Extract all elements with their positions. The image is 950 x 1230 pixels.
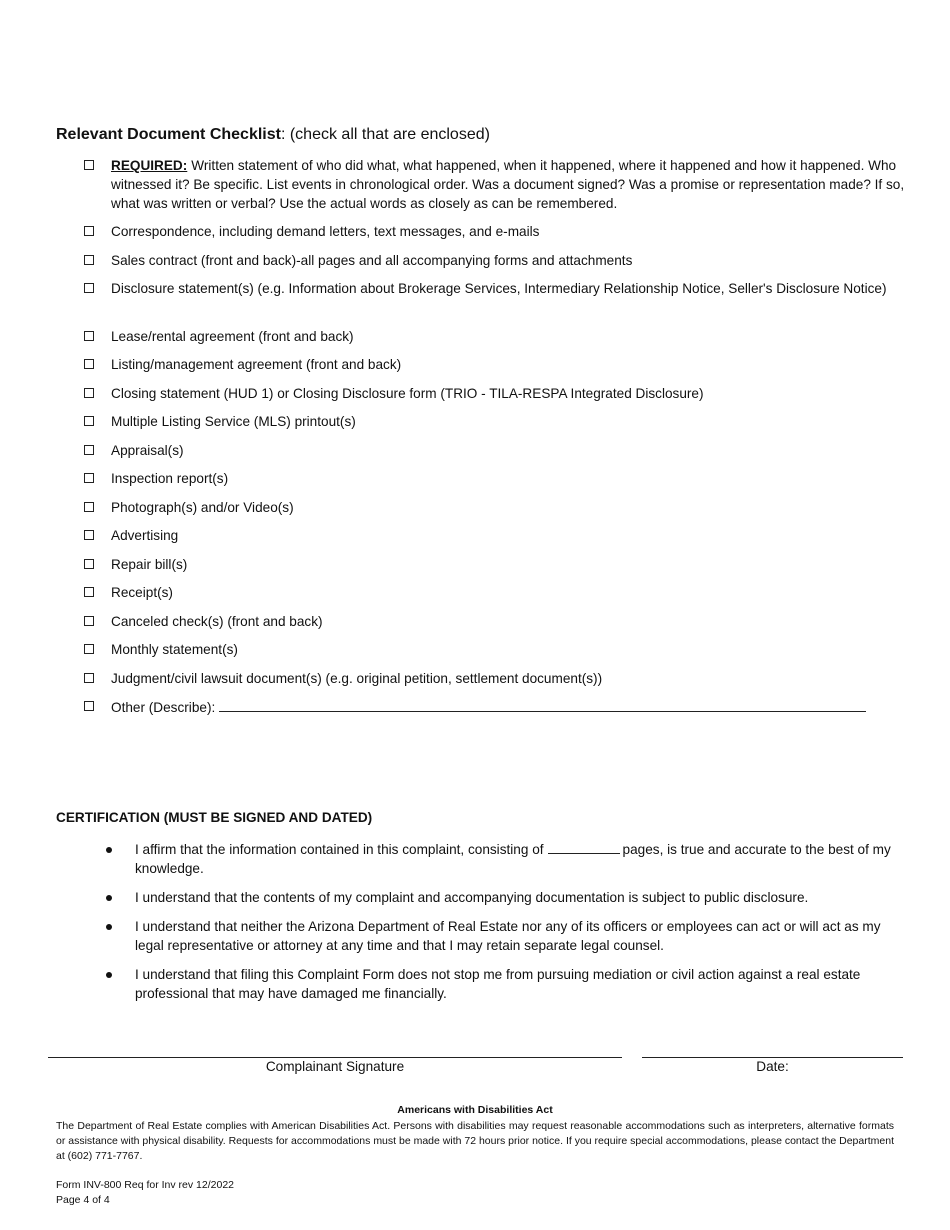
checklist-item-label: Photograph(s) and/or Video(s) [111, 500, 294, 515]
checklist-item-inspection [84, 469, 910, 488]
page-count-field[interactable] [548, 841, 620, 854]
checklist-item-label: Sales contract (front and back)-all pages and all accompanying forms and attachments [111, 253, 633, 268]
certification-bullet: I understand that filing this Complaint Form does not stop me from pursuing mediation or civil action against a real estate professional that may have damaged me financially. [106, 965, 910, 1003]
checklist-item-sales-contract [84, 251, 910, 270]
checklist-item-label: Other (Describe): [111, 700, 216, 715]
checkbox[interactable] [84, 587, 94, 597]
checkbox[interactable] [84, 701, 94, 711]
checklist-item-label: Receipt(s) [111, 585, 173, 600]
date-label: Date: [756, 1059, 789, 1074]
signature-label: Complainant Signature [265, 1059, 405, 1074]
checklist-item-label: Closing statement (HUD 1) or Closing Disclosure form (TRIO - TILA-RESPA Integrated Disclosure) [111, 386, 704, 401]
required-label: REQUIRED: [111, 158, 188, 173]
checkbox[interactable] [84, 331, 94, 341]
certification-heading: CERTIFICATION (MUST BE SIGNED AND DATED) [56, 810, 373, 825]
checklist-item-closing [84, 384, 910, 403]
checklist-item-label: Advertising [111, 528, 179, 543]
bullet-icon [106, 972, 112, 978]
checklist-item-label: Lease/rental agreement (front and back) [111, 329, 354, 344]
checklist-item-correspondence [84, 222, 910, 241]
checklist-item-other [84, 697, 910, 717]
checklist-item-repair-bills [84, 555, 910, 574]
page-number: Page 4 of 4 [56, 1194, 110, 1206]
checklist-item-required [84, 156, 910, 213]
checkbox[interactable] [84, 160, 94, 170]
page-footer [56, 1178, 234, 1208]
checkbox[interactable] [84, 255, 94, 265]
ada-notice: The Department of Real Estate complies with American Disabilities Act. Persons with disabilities may request reasonable accommodations such as interpreters, alternative formats or assistance with physical disability. Requests for accommodations must be made with 72 hours prior notice. If you require special accommodations, please contact the Department at (602) 771-7767. [56, 1120, 894, 1162]
checklist-item-receipts [84, 583, 910, 602]
checkbox[interactable] [84, 559, 94, 569]
checklist-item-monthly-statements [84, 640, 910, 659]
bullet-icon [106, 895, 112, 901]
checklist-item-label: Appraisal(s) [111, 443, 184, 458]
checkbox[interactable] [84, 416, 94, 426]
checkbox[interactable] [84, 283, 94, 293]
checklist-title: Relevant Document Checklist: (check all that are enclosed) [56, 126, 490, 143]
checklist-item-mls [84, 412, 910, 431]
checkbox[interactable] [84, 673, 94, 683]
checklist-item-listing [84, 355, 910, 374]
certification-bullet: I understand that the contents of my complaint and accompanying documentation is subject to public disclosure. [106, 888, 910, 907]
checkbox[interactable] [84, 445, 94, 455]
checklist-item-label: Listing/management agreement (front and back) [111, 357, 402, 372]
checklist-item-label: Inspection report(s) [111, 471, 229, 486]
other-describe-field[interactable] [219, 697, 866, 712]
certification-bullet: I understand that neither the Arizona Department of Real Estate nor any of its officers or employees can act or will act as my legal representative or attorney at any time and that I may retain separate legal counsel. [106, 917, 910, 955]
checklist-item-label: Monthly statement(s) [111, 642, 238, 657]
checkbox[interactable] [84, 359, 94, 369]
checklist-item-label: Correspondence, including demand letters, text messages, and e-mails [111, 224, 540, 239]
bullet-icon [106, 924, 112, 930]
checkbox[interactable] [84, 388, 94, 398]
checklist-item-label: Judgment/civil lawsuit document(s) (e.g. original petition, settlement document(s)) [111, 671, 603, 686]
checklist-item-label: Repair bill(s) [111, 557, 188, 572]
checklist-item-canceled-checks [84, 612, 910, 631]
checkbox[interactable] [84, 644, 94, 654]
checklist-item-label: Multiple Listing Service (MLS) printout(s) [111, 414, 356, 429]
checklist-item-label: Canceled check(s) (front and back) [111, 614, 323, 629]
checkbox[interactable] [84, 502, 94, 512]
checkbox[interactable] [84, 530, 94, 540]
checkbox[interactable] [84, 226, 94, 236]
checklist-item-label: Disclosure statement(s) (e.g. Information about Brokerage Services, Intermediary Relationship Notice, Seller's Disclosure Notice) [111, 281, 887, 296]
checkbox[interactable] [84, 616, 94, 626]
checklist-item-judgment [84, 669, 910, 688]
checklist-item-disclosure [84, 279, 910, 298]
checklist-item-lease [84, 327, 910, 346]
certification-bullet: I affirm that the information contained in this complaint, consisting of pages, is true and accurate to the best of my knowledge. [106, 840, 910, 878]
checklist-item-photographs [84, 498, 910, 517]
ada-title: Americans with Disabilities Act [397, 1104, 553, 1116]
checkbox[interactable] [84, 473, 94, 483]
checklist-item-appraisal [84, 441, 910, 460]
checklist-item-label: Written statement of who did what, what happened, when it happened, where it happened and how it happened. Who witnessed it? Be specific. List events in chronological order. Was a document signed? Was a promise or representation made? If so, what was written or verbal? Use the actual words as closely as can be remembered. [111, 158, 905, 211]
form-id: Form INV-800 Req for Inv rev 12/2022 [56, 1179, 235, 1191]
checklist-item-advertising [84, 526, 910, 545]
bullet-icon [106, 847, 112, 853]
